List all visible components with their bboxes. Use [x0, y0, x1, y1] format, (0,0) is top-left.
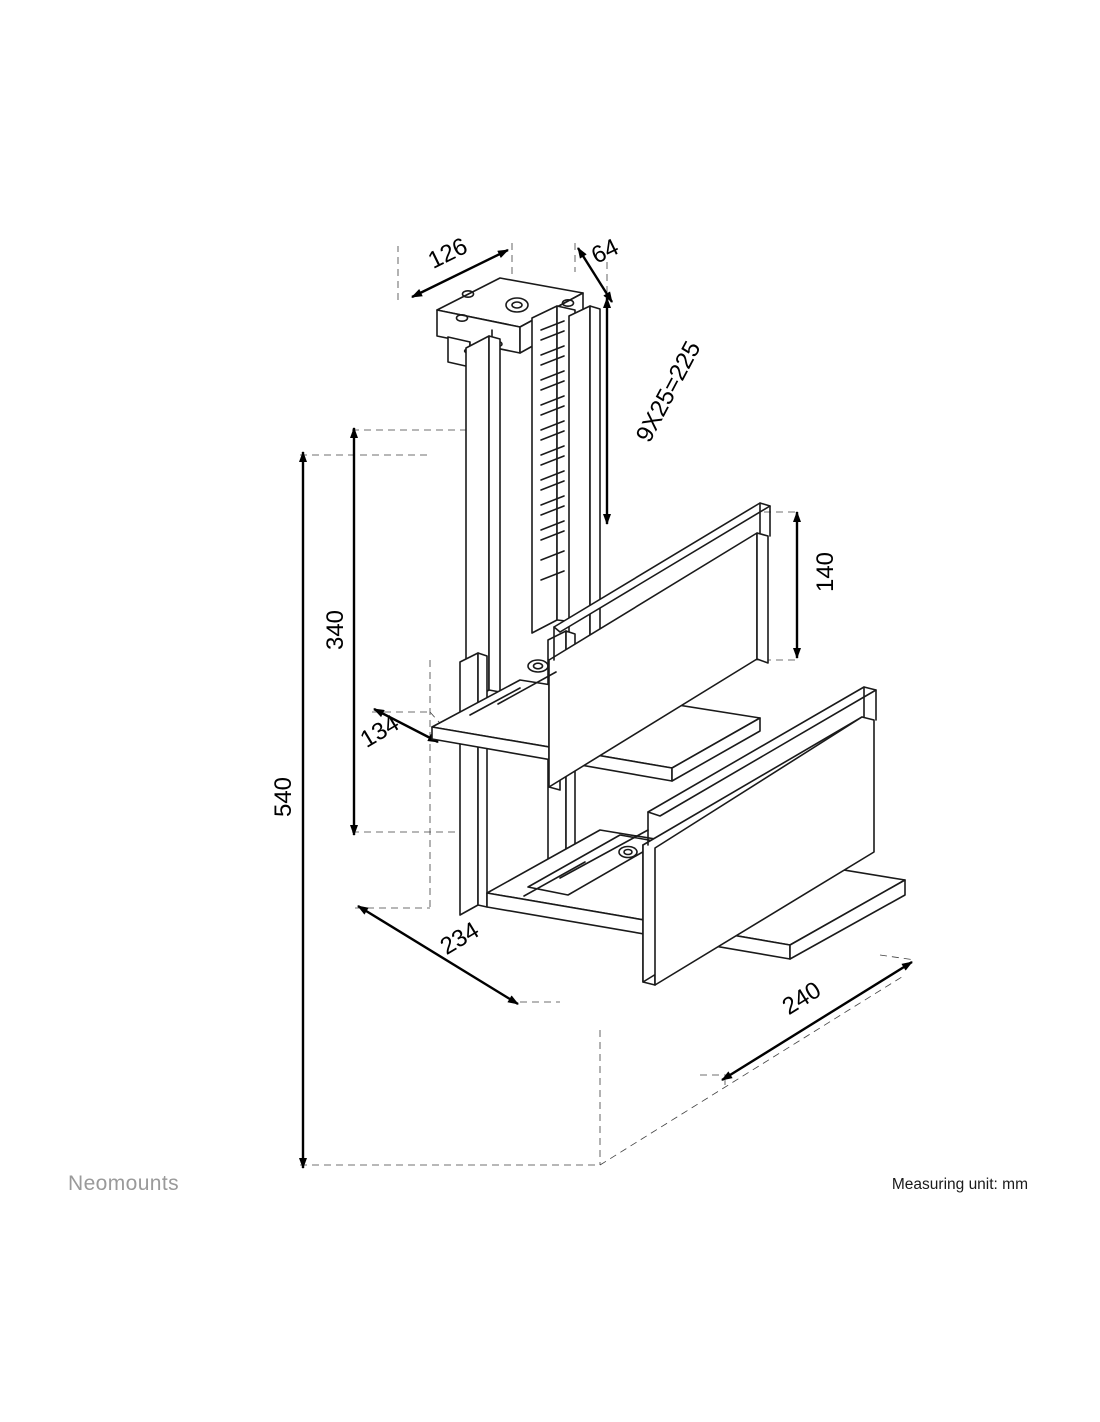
left-post: [460, 336, 500, 915]
dimension-label-225: 9X25=225: [630, 336, 707, 447]
measuring-unit-note: Measuring unit: mm: [891, 1176, 1028, 1193]
dimension-label-140: 140: [812, 551, 840, 593]
dimension-label-240: 240: [777, 976, 826, 1021]
dimension-label-340: 340: [322, 609, 350, 651]
brand-logo: Neomounts: [68, 1172, 179, 1195]
dimension-label-126: 126: [423, 232, 472, 275]
dimension-label-64: 64: [587, 233, 624, 270]
dim-arrow-240: [722, 962, 912, 1080]
dimension-label-134: 134: [355, 709, 404, 754]
dim-arrow-234: [358, 906, 518, 1004]
dimension-label-540: 540: [270, 776, 298, 818]
dimension-label-234: 234: [435, 916, 484, 961]
